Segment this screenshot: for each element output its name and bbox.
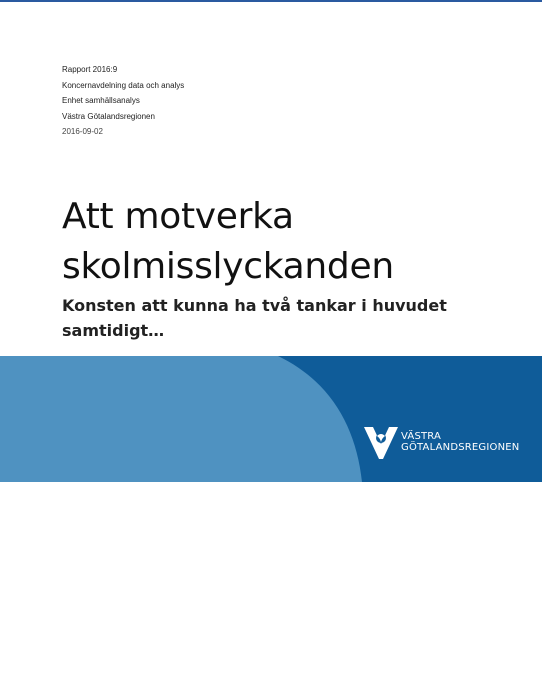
vgr-logo bbox=[362, 424, 519, 460]
logo-line-2: GÖTALANDSREGIONEN bbox=[401, 442, 520, 453]
vgr-emblem-icon bbox=[362, 424, 400, 460]
report-organization: Västra Götalandsregionen bbox=[62, 111, 155, 121]
logo-wordmark bbox=[401, 431, 519, 453]
report-metadata bbox=[62, 62, 184, 140]
report-number: Rapport 2016:9 bbox=[62, 65, 118, 74]
page-title bbox=[62, 192, 394, 292]
banner-graphic bbox=[0, 356, 542, 482]
title-line-2: skolmisslyckanden bbox=[62, 246, 394, 287]
report-date: 2016-09-02 bbox=[62, 127, 103, 136]
page-subtitle bbox=[62, 293, 462, 343]
logo-line-1: VÄSTRA bbox=[401, 431, 442, 442]
report-unit: Enhet samhällsanalys bbox=[62, 96, 140, 105]
title-line-1: Att motverka bbox=[62, 196, 294, 237]
subtitle-line-2: samtidigt… bbox=[62, 321, 165, 340]
report-department: Koncernavdelning data och analys bbox=[62, 80, 185, 90]
top-rule bbox=[0, 0, 542, 2]
cover-banner bbox=[0, 356, 542, 482]
subtitle-line-1: Konsten att kunna ha två tankar i huvudet bbox=[62, 296, 447, 315]
